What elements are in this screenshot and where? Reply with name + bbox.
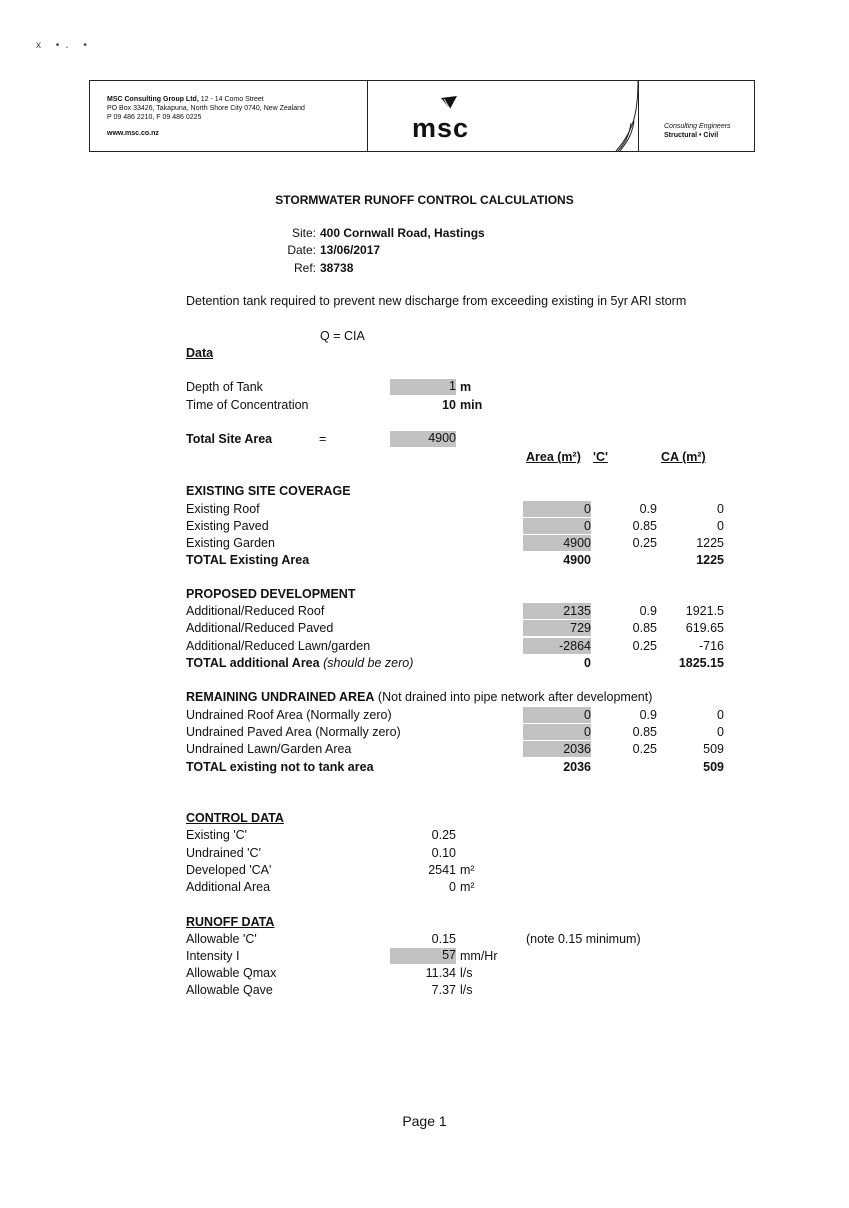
ca-cell: 0 <box>717 725 724 739</box>
phone-fax: P 09 486 2210, F 09 486 0225 <box>107 114 202 121</box>
control-unit: m² <box>460 880 475 894</box>
runoff-label: Intensity I <box>186 949 240 963</box>
control-label: Developed 'CA' <box>186 863 272 877</box>
c-cell: 0.9 <box>639 604 657 618</box>
c-cell: 0.9 <box>639 502 657 516</box>
runoff-label: Allowable Qave <box>186 983 273 997</box>
runoff-unit: mm/Hr <box>460 949 498 963</box>
depth-label: Depth of Tank <box>186 380 263 394</box>
area-cell[interactable]: 0 <box>523 724 591 740</box>
c-cell: 0.25 <box>632 742 657 756</box>
col-header-ca: CA (m²) <box>661 450 706 464</box>
site-area-label: Total Site Area <box>186 432 273 446</box>
site-area-equals: = <box>319 432 327 446</box>
site-label: Site: <box>291 226 316 240</box>
existing-heading: EXISTING SITE COVERAGE <box>186 484 351 498</box>
c-cell: 0.9 <box>639 708 657 722</box>
date-label: Date: <box>287 243 316 257</box>
control-label: Undrained 'C' <box>186 846 261 860</box>
proposed-total-label: TOTAL additional Area <box>186 656 320 670</box>
existing-total-ca: 1225 <box>696 553 724 567</box>
company-name: MSC Consulting Group Ltd, <box>107 96 199 103</box>
c-cell: 0.85 <box>632 519 657 533</box>
row-label: Existing Garden <box>186 536 275 550</box>
row-label: Existing Roof <box>186 502 260 516</box>
col-header-area: Area (m²) <box>526 450 581 464</box>
runoff-value: 7.37 <box>431 983 456 997</box>
remaining-heading-row <box>186 690 652 704</box>
control-heading: CONTROL DATA <box>186 811 284 825</box>
existing-total-label: TOTAL Existing Area <box>186 553 310 567</box>
runoff-label: Allowable Qmax <box>186 966 277 980</box>
page-title: STORMWATER RUNOFF CONTROL CALCULATIONS <box>275 193 574 207</box>
letterhead-swoosh-icon <box>612 81 642 151</box>
ca-cell: 0 <box>717 502 724 516</box>
toc-value: 10 <box>442 398 456 412</box>
row-label: Additional/Reduced Lawn/garden <box>186 639 371 653</box>
ca-cell: 1921.5 <box>685 604 724 618</box>
intensity-input[interactable]: 57 <box>390 948 456 964</box>
ca-cell: 1225 <box>696 536 724 550</box>
runoff-note: (note 0.15 minimum) <box>526 932 641 946</box>
row-label: Undrained Roof Area (Normally zero) <box>186 708 392 722</box>
row-label: Additional/Reduced Roof <box>186 604 325 618</box>
area-cell[interactable]: 2135 <box>523 603 591 619</box>
ca-cell: 509 <box>703 742 724 756</box>
msc-logo-text: msc <box>412 113 470 143</box>
scan-marks: x •․ • <box>36 40 93 51</box>
area-cell[interactable]: 4900 <box>523 535 591 551</box>
intro-text: Detention tank required to prevent new discharge from exceeding existing in 5yr ARI storm <box>186 294 687 308</box>
remaining-heading: REMAINING UNDRAINED AREA <box>186 690 375 704</box>
ca-cell: 0 <box>717 519 724 533</box>
control-label: Existing 'C' <box>186 828 248 842</box>
address-line2: PO Box 33426, Takapuna, North Shore City 0740, New Zealand <box>107 105 305 112</box>
website-link[interactable]: www.msc.co.nz <box>107 130 159 137</box>
ref-value: 38738 <box>320 261 354 275</box>
remaining-total-area: 2036 <box>563 760 591 774</box>
remaining-total-label: TOTAL existing not to tank area <box>186 760 374 774</box>
depth-unit: m <box>460 380 472 394</box>
proposed-heading: PROPOSED DEVELOPMENT <box>186 587 356 601</box>
row-label: Undrained Lawn/Garden Area <box>186 742 352 756</box>
c-cell: 0.25 <box>632 536 657 550</box>
proposed-total-note: (should be zero) <box>323 656 414 670</box>
row-label: Existing Paved <box>186 519 269 533</box>
proposed-total-label-row <box>186 656 413 670</box>
depth-value[interactable]: 1 <box>390 379 456 395</box>
toc-unit: min <box>460 398 483 412</box>
tagline-consulting: Consulting Engineers <box>664 123 731 130</box>
ca-cell: -716 <box>698 639 724 653</box>
msc-logo-icon <box>440 95 458 111</box>
tagline-structural-civil: Structural • Civil <box>664 132 719 139</box>
address-line1: 12 - 14 Como Street <box>200 96 264 103</box>
site-value: 400 Cornwall Road, Hastings <box>320 226 485 240</box>
area-cell[interactable]: 2036 <box>523 741 591 757</box>
control-value: 0 <box>449 880 456 894</box>
runoff-unit: l/s <box>460 966 473 980</box>
toc-label: Time of Concentration <box>186 398 309 412</box>
runoff-value: 11.34 <box>425 966 456 980</box>
date-value: 13/06/2017 <box>320 243 381 257</box>
site-area-value[interactable]: 4900 <box>390 431 456 447</box>
runoff-unit: l/s <box>460 983 473 997</box>
area-cell[interactable]: 0 <box>523 707 591 723</box>
runoff-heading: RUNOFF DATA <box>186 915 275 929</box>
row-label: Undrained Paved Area (Normally zero) <box>186 725 401 739</box>
control-label: Additional Area <box>186 880 271 894</box>
proposed-total-ca: 1825.15 <box>678 656 724 670</box>
company-address <box>107 95 305 122</box>
remaining-heading-note: (Not drained into pipe network after development) <box>377 690 653 704</box>
area-cell[interactable]: -2864 <box>523 638 591 654</box>
area-cell[interactable]: 729 <box>523 620 591 636</box>
c-cell: 0.25 <box>632 639 657 653</box>
c-cell: 0.85 <box>632 725 657 739</box>
col-header-c: 'C' <box>593 450 608 464</box>
c-cell: 0.85 <box>632 621 657 635</box>
letterhead <box>89 80 755 152</box>
control-unit: m² <box>460 863 475 877</box>
control-value: 0.10 <box>431 846 456 860</box>
control-value: 0.25 <box>431 828 456 842</box>
runoff-label: Allowable 'C' <box>186 932 257 946</box>
letterhead-divider <box>367 81 368 151</box>
control-value: 2541 <box>428 863 456 877</box>
row-label: Additional/Reduced Paved <box>186 621 334 635</box>
remaining-total-ca: 509 <box>703 760 724 774</box>
ref-label: Ref: <box>293 261 316 275</box>
page-number: Page 1 <box>402 1113 447 1129</box>
formula: Q = CIA <box>320 329 365 343</box>
existing-total-area: 4900 <box>563 553 591 567</box>
ca-cell: 619.65 <box>685 621 724 635</box>
area-cell[interactable]: 0 <box>523 518 591 534</box>
data-heading: Data <box>186 346 214 360</box>
runoff-value: 0.15 <box>431 932 456 946</box>
proposed-total-area: 0 <box>584 656 591 670</box>
ca-cell: 0 <box>717 708 724 722</box>
area-cell[interactable]: 0 <box>523 501 591 517</box>
